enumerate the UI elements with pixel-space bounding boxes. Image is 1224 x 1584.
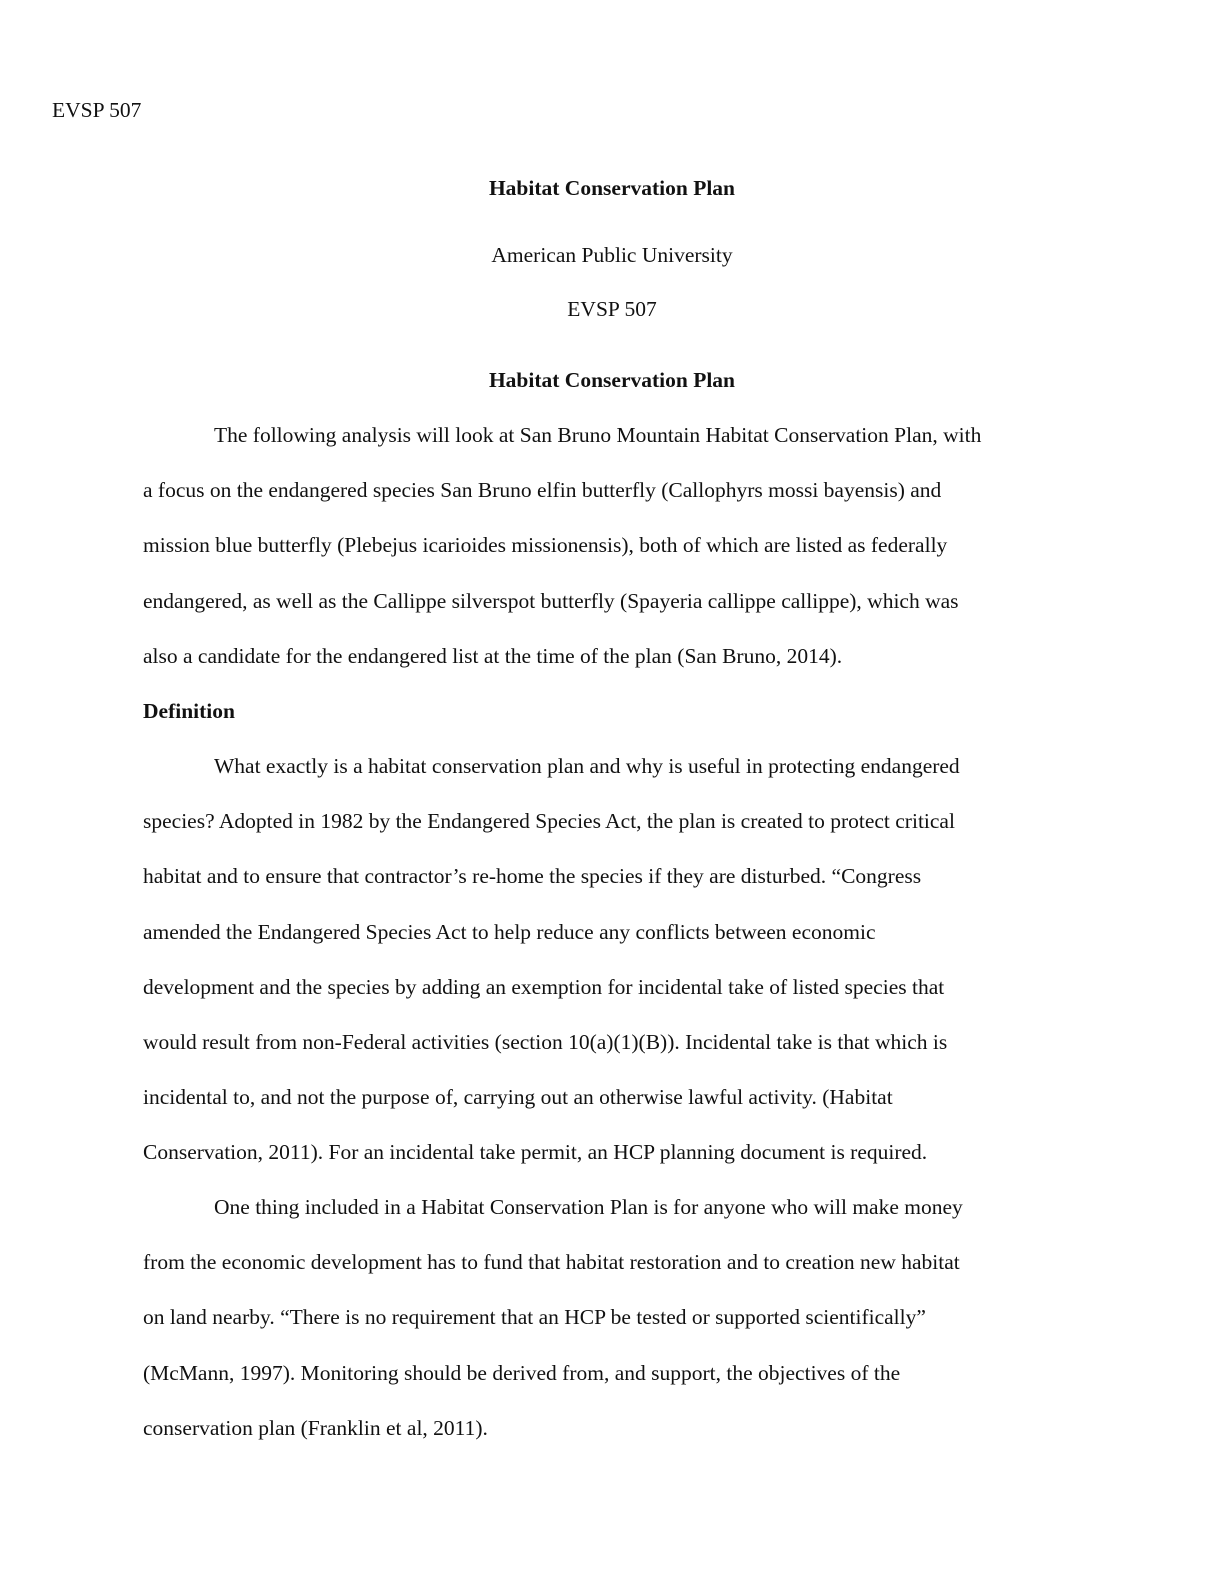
paragraph-line: from the economic development has to fund that habitat restoration and to creation new habitat: [143, 1250, 960, 1275]
paragraph-definition: [143, 739, 1083, 1181]
paragraph-line: mission blue butterfly (Plebejus icarioides missionensis), both of which are listed as federally: [143, 533, 948, 558]
paragraph-introduction: [143, 408, 1083, 684]
body-title: Habitat Conservation Plan: [488, 368, 736, 392]
paragraph-line: on land nearby. “There is no requirement that an HCP be tested or supported scientifically”: [143, 1305, 926, 1330]
paragraph-line: The following analysis will look at San Bruno Mountain Habitat Conservation Plan, with: [214, 423, 982, 447]
paragraph-line: conservation plan (Franklin et al, 2011).: [143, 1415, 488, 1440]
paragraph-line: amended the Endangered Species Act to help reduce any conflicts between economic: [143, 919, 876, 944]
paragraph-line: would result from non-Federal activities (section 10(a)(1)(B)). Incidental take is that which is: [143, 1030, 948, 1055]
paragraph-line: One thing included in a Habitat Conservation Plan is for anyone who will make money: [214, 1195, 963, 1219]
institution-name: American Public University: [491, 243, 733, 267]
paragraph-line: also a candidate for the endangered list at the time of the plan (San Bruno, 2014).: [143, 643, 843, 668]
paragraph-line: incidental to, and not the purpose of, carrying out an otherwise lawful activity. (Habitat: [143, 1085, 893, 1110]
paragraph-line: endangered, as well as the Callippe silverspot butterfly (Spayeria callippe callippe), which was: [143, 588, 959, 613]
paragraph-line: What exactly is a habitat conservation plan and why is useful in protecting endangered: [214, 754, 960, 778]
running-head: EVSP 507: [52, 98, 142, 122]
paragraph-line: Conservation, 2011). For an incidental take permit, an HCP planning document is required.: [143, 1140, 928, 1165]
paragraph-line: a focus on the endangered species San Bruno elfin butterfly (Callophyrs mossi bayensis) and: [143, 478, 942, 503]
section-heading-definition: [143, 684, 1083, 739]
paragraph-line: habitat and to ensure that contractor’s re-home the species if they are disturbed. “Congress: [143, 864, 922, 889]
section-heading: Definition: [143, 699, 235, 723]
paragraph-line: species? Adopted in 1982 by the Endangered Species Act, the plan is created to protect critical: [143, 809, 955, 834]
paragraph-funding: [143, 1180, 1083, 1456]
paragraph-line: (McMann, 1997). Monitoring should be derived from, and support, the objectives of the: [143, 1360, 901, 1385]
paper-title: Habitat Conservation Plan: [488, 176, 736, 200]
paragraph-line: development and the species by adding an exemption for incidental take of listed species that: [143, 974, 945, 999]
course-code: EVSP 507: [567, 297, 657, 321]
